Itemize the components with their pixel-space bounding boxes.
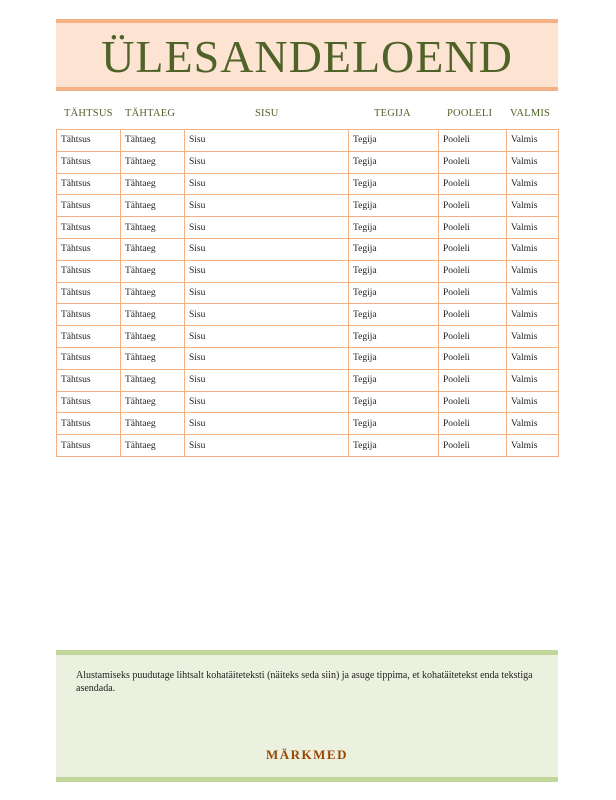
content-cell[interactable]: Sisu [185,195,349,217]
task-table [56,129,559,457]
in-progress-cell[interactable]: Pooleli [439,238,507,260]
content-cell[interactable]: Sisu [185,173,349,195]
done-cell[interactable]: Valmis [507,238,559,260]
priority-cell[interactable]: Tähtsus [57,195,121,217]
table-row [57,369,559,391]
priority-cell[interactable]: Tähtsus [57,326,121,348]
done-cell[interactable]: Valmis [507,130,559,152]
table-row [57,347,559,369]
in-progress-cell[interactable]: Pooleli [439,413,507,435]
content-cell[interactable]: Sisu [185,413,349,435]
table-row [57,435,559,457]
column-header-content: SISU [255,108,279,119]
in-progress-cell[interactable]: Pooleli [439,435,507,457]
table-row [57,151,559,173]
assignee-cell[interactable]: Tegija [349,391,439,413]
priority-cell[interactable]: Tähtsus [57,238,121,260]
assignee-cell[interactable]: Tegija [349,347,439,369]
assignee-cell[interactable]: Tegija [349,260,439,282]
done-cell[interactable]: Valmis [507,304,559,326]
notes-title: MÄRKMED [266,747,348,762]
in-progress-cell[interactable]: Pooleli [439,260,507,282]
due-cell[interactable]: Tähtaeg [121,304,185,326]
due-cell[interactable]: Tähtaeg [121,435,185,457]
content-cell[interactable]: Sisu [185,217,349,239]
in-progress-cell[interactable]: Pooleli [439,217,507,239]
priority-cell[interactable]: Tähtsus [57,173,121,195]
due-cell[interactable]: Tähtaeg [121,130,185,152]
priority-cell[interactable]: Tähtsus [57,413,121,435]
content-cell[interactable]: Sisu [185,369,349,391]
assignee-cell[interactable]: Tegija [349,413,439,435]
due-cell[interactable]: Tähtaeg [121,347,185,369]
in-progress-cell[interactable]: Pooleli [439,304,507,326]
priority-cell[interactable]: Tähtsus [57,391,121,413]
due-cell[interactable]: Tähtaeg [121,173,185,195]
column-header-in-progress: POOLELI [447,108,493,119]
assignee-cell[interactable]: Tegija [349,151,439,173]
assignee-cell[interactable]: Tegija [349,282,439,304]
task-table-body [57,130,559,457]
in-progress-cell[interactable]: Pooleli [439,391,507,413]
priority-cell[interactable]: Tähtsus [57,304,121,326]
in-progress-cell[interactable]: Pooleli [439,173,507,195]
done-cell[interactable]: Valmis [507,195,559,217]
table-row [57,326,559,348]
priority-cell[interactable]: Tähtsus [57,435,121,457]
priority-cell[interactable]: Tähtsus [57,282,121,304]
column-header-priority: TÄHTSUS [64,108,113,119]
due-cell[interactable]: Tähtaeg [121,195,185,217]
table-row [57,260,559,282]
column-headers [56,108,558,124]
content-cell[interactable]: Sisu [185,304,349,326]
in-progress-cell[interactable]: Pooleli [439,369,507,391]
table-row [57,217,559,239]
table-row [57,304,559,326]
done-cell[interactable]: Valmis [507,260,559,282]
page-title: ÜLESANDELOEND [101,31,513,82]
content-cell[interactable]: Sisu [185,326,349,348]
in-progress-cell[interactable]: Pooleli [439,151,507,173]
due-cell[interactable]: Tähtaeg [121,369,185,391]
in-progress-cell[interactable]: Pooleli [439,130,507,152]
assignee-cell[interactable]: Tegija [349,173,439,195]
due-cell[interactable]: Tähtaeg [121,260,185,282]
assignee-cell[interactable]: Tegija [349,326,439,348]
done-cell[interactable]: Valmis [507,391,559,413]
table-row [57,282,559,304]
due-cell[interactable]: Tähtaeg [121,413,185,435]
priority-cell[interactable]: Tähtsus [57,260,121,282]
table-row [57,391,559,413]
table-row [57,173,559,195]
priority-cell[interactable]: Tähtsus [57,151,121,173]
due-cell[interactable]: Tähtaeg [121,151,185,173]
done-cell[interactable]: Valmis [507,282,559,304]
assignee-cell[interactable]: Tegija [349,217,439,239]
content-cell[interactable]: Sisu [185,130,349,152]
assignee-cell[interactable]: Tegija [349,238,439,260]
due-cell[interactable]: Tähtaeg [121,282,185,304]
priority-cell[interactable]: Tähtsus [57,217,121,239]
content-cell[interactable]: Sisu [185,151,349,173]
due-cell[interactable]: Tähtaeg [121,326,185,348]
done-cell[interactable]: Valmis [507,369,559,391]
table-row [57,130,559,152]
column-header-due: TÄHTAEG [125,108,176,119]
in-progress-cell[interactable]: Pooleli [439,326,507,348]
title-band [56,19,558,91]
in-progress-cell[interactable]: Pooleli [439,347,507,369]
content-cell[interactable]: Sisu [185,238,349,260]
column-header-done: VALMIS [510,108,551,119]
done-cell[interactable]: Valmis [507,435,559,457]
done-cell[interactable]: Valmis [507,173,559,195]
done-cell[interactable]: Valmis [507,413,559,435]
done-cell[interactable]: Valmis [507,217,559,239]
in-progress-cell[interactable]: Pooleli [439,195,507,217]
content-cell[interactable]: Sisu [185,391,349,413]
done-cell[interactable]: Valmis [507,326,559,348]
content-cell[interactable]: Sisu [185,260,349,282]
due-cell[interactable]: Tähtaeg [121,217,185,239]
assignee-cell[interactable]: Tegija [349,304,439,326]
priority-cell[interactable]: Tähtsus [57,347,121,369]
priority-cell[interactable]: Tähtsus [57,369,121,391]
notes-panel [56,650,558,782]
assignee-cell[interactable]: Tegija [349,195,439,217]
table-row [57,413,559,435]
done-cell[interactable]: Valmis [507,151,559,173]
table-row [57,238,559,260]
table-row [57,195,559,217]
priority-cell[interactable]: Tähtsus [57,130,121,152]
assignee-cell[interactable]: Tegija [349,369,439,391]
due-cell[interactable]: Tähtaeg [121,391,185,413]
notes-body[interactable]: Alustamiseks puudutage lihtsalt kohatäiteteksti (näiteks seda siin) ja asuge tippima, et kohatäitetekst enda tekstiga asendada. [76,670,533,694]
content-cell[interactable]: Sisu [185,347,349,369]
column-header-assignee: TEGIJA [374,108,411,119]
assignee-cell[interactable]: Tegija [349,130,439,152]
due-cell[interactable]: Tähtaeg [121,238,185,260]
in-progress-cell[interactable]: Pooleli [439,282,507,304]
assignee-cell[interactable]: Tegija [349,435,439,457]
done-cell[interactable]: Valmis [507,347,559,369]
content-cell[interactable]: Sisu [185,435,349,457]
content-cell[interactable]: Sisu [185,282,349,304]
